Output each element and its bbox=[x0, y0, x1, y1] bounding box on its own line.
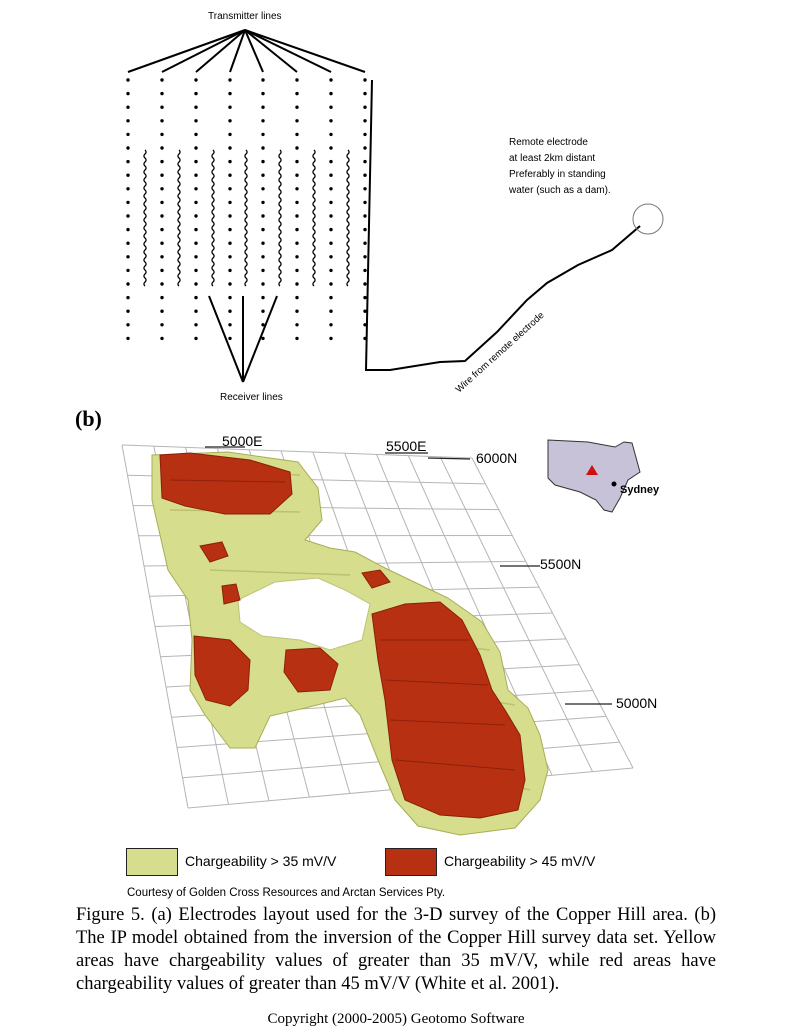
legend-label-35: Chargeability > 35 mV/V bbox=[185, 853, 337, 869]
legend-label-45: Chargeability > 45 mV/V bbox=[444, 853, 596, 869]
axis-label-5500n: 5500N bbox=[540, 556, 582, 572]
wire-label: Wire from remote electrode bbox=[453, 310, 547, 396]
note-line: at least 2km distant bbox=[509, 153, 596, 164]
axis-label-5000e: 5000E bbox=[222, 433, 263, 449]
axis-label-5000n: 5000N bbox=[616, 695, 658, 711]
inset-city-label: Sydney bbox=[620, 484, 660, 496]
axis-label-6000n: 6000N bbox=[476, 450, 518, 466]
legend-swatch-35 bbox=[126, 848, 178, 876]
note-line: Remote electrode bbox=[509, 137, 588, 148]
sydney-dot bbox=[612, 482, 617, 487]
receiver-lines-label: Receiver lines bbox=[220, 392, 283, 403]
axis-label-5500e: 5500E bbox=[386, 438, 427, 454]
inset-map bbox=[548, 440, 640, 512]
image-credit: Courtesy of Golden Cross Resources and Arctan Services Pty. bbox=[127, 887, 446, 899]
note-line: Preferably in standing bbox=[509, 169, 606, 180]
legend-swatch-45 bbox=[385, 848, 437, 876]
figure-caption: Figure 5. (a) Electrodes layout used for the 3-D survey of the Copper Hill area. (b) The IP model obtained from the inversion of the Copper Hill survey data set. Yellow areas have chargeability values of greater than 35 mV/V, while red areas have chargeability values of greater than 45 mV/V (White et al. 2001). bbox=[76, 905, 716, 994]
transmitter-lines-label: Transmitter lines bbox=[208, 11, 282, 22]
copyright-notice: Copyright (2000-2005) Geotomo Software bbox=[267, 1011, 525, 1027]
note-line: water (such as a dam). bbox=[509, 185, 611, 196]
panel-b-label: (b) bbox=[75, 406, 102, 431]
